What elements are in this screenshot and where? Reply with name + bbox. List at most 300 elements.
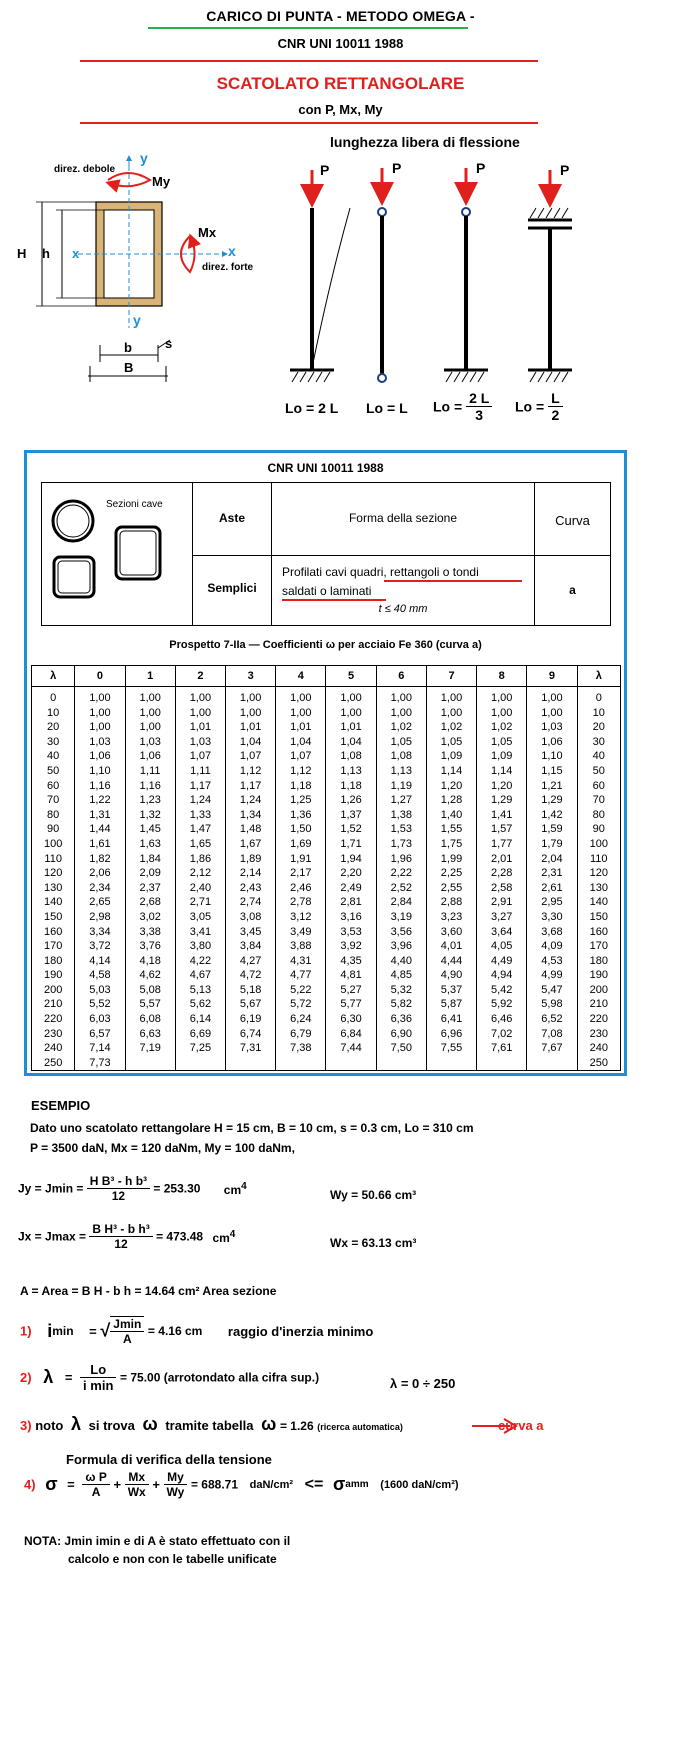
omega-row: [32, 866, 621, 881]
omega-cell: 3,88: [276, 939, 326, 954]
omega-cell: 5,47: [527, 983, 577, 998]
omega-cell: 4,27: [226, 954, 276, 969]
omega-header-cell: λ: [32, 666, 75, 687]
omega-cell: 1,23: [125, 793, 175, 808]
omega-cell: 2,95: [527, 895, 577, 910]
omega-cell: 2,88: [426, 895, 476, 910]
omega-cell: 2,74: [226, 895, 276, 910]
omega-cell: 1,07: [276, 749, 326, 764]
omega-cell: 1,50: [276, 822, 326, 837]
omega-cell: 7,55: [426, 1041, 476, 1056]
omega-cell: 6,08: [125, 1012, 175, 1027]
step-1: 1) imin = √ $\frac{Jmin}{A}$ = 4.16 cm raggio d'inerzia minimo: [20, 1317, 374, 1346]
omega-cell: 200: [32, 983, 75, 998]
formula-jy: Jy = Jmin = $\frac{\text{H B³ - h b³}}{12}$ = 253.30 $cm^4$: [18, 1174, 247, 1203]
omega-cell: 3,84: [226, 939, 276, 954]
prospetto-title: Prospetto 7-IIa — Coefficienti ω per acciaio Fe 360 (curva a): [169, 639, 482, 651]
col3-p-label: P: [476, 160, 486, 176]
omega-cell: 1,84: [125, 852, 175, 867]
omega-cell: 1,36: [276, 808, 326, 823]
omega-cell: 100: [32, 837, 75, 852]
label-mx: Mx: [198, 225, 217, 240]
omega-header-cell: 9: [527, 666, 577, 687]
label-my: My: [152, 174, 171, 189]
underline-red-1: [384, 580, 522, 582]
omega-cell: 180: [32, 954, 75, 969]
omega-cell: 1,09: [477, 749, 527, 764]
omega-cell: 1,00: [527, 687, 577, 706]
omega-cell: 2,61: [527, 881, 577, 896]
omega-cell: 1,17: [175, 779, 225, 794]
omega-cell: 1,24: [226, 793, 276, 808]
omega-cell: 230: [32, 1027, 75, 1042]
omega-cell: 5,62: [175, 997, 225, 1012]
omega-cell: 1,01: [175, 720, 225, 735]
omega-cell: 1,06: [75, 749, 125, 764]
omega-cell: 120: [577, 866, 620, 881]
omega-row: [32, 735, 621, 750]
omega-cell: 1,99: [426, 852, 476, 867]
omega-cell: 160: [32, 925, 75, 940]
omega-cell: 1,75: [426, 837, 476, 852]
omega-cell: 5,87: [426, 997, 476, 1012]
omega-cell: 1,05: [477, 735, 527, 750]
omega-cell: 1,59: [527, 822, 577, 837]
omega-cell: 2,25: [426, 866, 476, 881]
omega-cell: 2,52: [376, 881, 426, 896]
col2-p-label: P: [392, 160, 402, 176]
omega-cell: 3,30: [527, 910, 577, 925]
omega-cell: 1,20: [477, 779, 527, 794]
omega-cell: 3,72: [75, 939, 125, 954]
omega-cell: 7,08: [527, 1027, 577, 1042]
omega-header-cell: 6: [376, 666, 426, 687]
section-title: SCATOLATO RETTANGOLARE: [216, 74, 465, 93]
omega-row: [32, 968, 621, 983]
omega-cell: 2,31: [527, 866, 577, 881]
box-norm-title: CNR UNI 10011 1988: [267, 461, 384, 475]
omega-cell: 1,40: [426, 808, 476, 823]
omega-cell: 3,53: [326, 925, 376, 940]
omega-cell: 1,89: [226, 852, 276, 867]
omega-cell: 1,04: [276, 735, 326, 750]
omega-cell: 2,98: [75, 910, 125, 925]
omega-cell: 1,44: [75, 822, 125, 837]
omega-cell: 5,42: [477, 983, 527, 998]
omega-cell: 6,36: [376, 1012, 426, 1027]
omega-row: [32, 954, 621, 969]
omega-cell: 1,06: [527, 735, 577, 750]
omega-cell: 1,18: [276, 779, 326, 794]
omega-cell: 190: [32, 968, 75, 983]
omega-cell: 190: [577, 968, 620, 983]
omega-cell: 60: [577, 779, 620, 794]
omega-cell: 6,57: [75, 1027, 125, 1042]
omega-cell: 2,40: [175, 881, 225, 896]
omega-cell: 60: [32, 779, 75, 794]
omega-cell: 220: [577, 1012, 620, 1027]
omega-cell: 240: [32, 1041, 75, 1056]
omega-cell: 1,14: [426, 764, 476, 779]
omega-cell: 2,17: [276, 866, 326, 881]
omega-cell: 2,91: [477, 895, 527, 910]
omega-cell: 1,45: [125, 822, 175, 837]
omega-cell: 1,48: [226, 822, 276, 837]
omega-cell: 3,80: [175, 939, 225, 954]
omega-cell: 4,94: [477, 968, 527, 983]
omega-cell: 1,00: [125, 706, 175, 721]
omega-cell: 3,19: [376, 910, 426, 925]
omega-cell: 7,73: [75, 1056, 125, 1071]
omega-cell: 3,27: [477, 910, 527, 925]
omega-cell: 140: [577, 895, 620, 910]
omega-cell: 1,08: [376, 749, 426, 764]
omega-cell: 5,72: [276, 997, 326, 1012]
omega-cell: 70: [32, 793, 75, 808]
omega-cell: [527, 1056, 577, 1071]
omega-header-cell: 7: [426, 666, 476, 687]
omega-cell: 50: [577, 764, 620, 779]
omega-cell: 2,68: [125, 895, 175, 910]
omega-header-cell: 4: [276, 666, 326, 687]
col4-p-label: P: [560, 162, 570, 178]
omega-cell: 1,07: [226, 749, 276, 764]
omega-cell: 30: [32, 735, 75, 750]
omega-cell: 6,52: [527, 1012, 577, 1027]
omega-row: [32, 1056, 621, 1071]
omega-cell: 210: [577, 997, 620, 1012]
omega-cell: 1,10: [75, 764, 125, 779]
row-forma-2: saldati o laminati: [282, 584, 372, 598]
omega-cell: 1,73: [376, 837, 426, 852]
omega-cell: 1,38: [376, 808, 426, 823]
omega-table: [31, 665, 621, 1071]
omega-cell: 4,53: [527, 954, 577, 969]
omega-row: [32, 939, 621, 954]
row-forma-3: t ≤ 40 mm: [378, 603, 428, 615]
omega-cell: 4,05: [477, 939, 527, 954]
step-3: 3) noto λ si trova ω tramite tabella ω = 1.26 (ricerca automatica): [20, 1414, 403, 1434]
omega-cell: 110: [32, 852, 75, 867]
omega-cell: 1,08: [326, 749, 376, 764]
omega-cell: 1,00: [477, 687, 527, 706]
omega-cell: 6,84: [326, 1027, 376, 1042]
omega-cell: 6,19: [226, 1012, 276, 1027]
lo-col1: Lo = 2 L: [285, 400, 339, 416]
omega-cell: 1,12: [276, 764, 326, 779]
omega-cell: 1,00: [276, 706, 326, 721]
omega-cell: 2,06: [75, 866, 125, 881]
columns-diagram: [270, 160, 590, 400]
omega-cell: 150: [577, 910, 620, 925]
omega-cell: 1,13: [326, 764, 376, 779]
lo-col2: Lo = L: [366, 400, 408, 416]
omega-cell: 80: [32, 808, 75, 823]
omega-cell: 1,00: [175, 687, 225, 706]
label-H: H: [17, 246, 27, 261]
omega-cell: 1,00: [125, 687, 175, 706]
label-x-right: x: [228, 243, 236, 259]
omega-cell: 6,90: [376, 1027, 426, 1042]
omega-cell: 1,00: [75, 706, 125, 721]
omega-cell: [175, 1056, 225, 1071]
omega-cell: 6,41: [426, 1012, 476, 1027]
omega-row: [32, 837, 621, 852]
omega-cell: 1,00: [376, 706, 426, 721]
omega-row: [32, 852, 621, 867]
label-s: s: [165, 336, 173, 351]
omega-cell: 6,74: [226, 1027, 276, 1042]
omega-row: [32, 706, 621, 721]
omega-row: [32, 764, 621, 779]
omega-cell: 4,81: [326, 968, 376, 983]
omega-cell: 1,02: [376, 720, 426, 735]
example-heading: ESEMPIO: [31, 1098, 91, 1113]
area-line: A = Area = B H - b h = 14.64 cm² Area sezione: [20, 1284, 277, 1298]
omega-cell: 3,38: [125, 925, 175, 940]
lambda-range: λ = 0 ÷ 250: [390, 1376, 456, 1391]
omega-row: [32, 793, 621, 808]
omega-header-cell: 2: [175, 666, 225, 687]
omega-cell: 7,61: [477, 1041, 527, 1056]
hollow-sections-label: Sezioni cave: [106, 499, 163, 510]
omega-cell: 6,79: [276, 1027, 326, 1042]
omega-row: [32, 881, 621, 896]
omega-cell: 2,12: [175, 866, 225, 881]
omega-cell: 1,09: [426, 749, 476, 764]
omega-cell: 1,07: [175, 749, 225, 764]
omega-cell: 4,49: [477, 954, 527, 969]
omega-cell: 3,23: [426, 910, 476, 925]
omega-cell: 3,08: [226, 910, 276, 925]
omega-cell: 1,11: [125, 764, 175, 779]
omega-cell: 5,77: [326, 997, 376, 1012]
omega-cell: 1,63: [125, 837, 175, 852]
loads-subtitle: con P, Mx, My: [298, 102, 383, 117]
lo-col4: Lo = $\frac{L}{2}$: [515, 390, 563, 423]
omega-cell: 6,63: [125, 1027, 175, 1042]
omega-cell: 5,22: [276, 983, 326, 998]
omega-cell: 90: [32, 822, 75, 837]
omega-cell: 5,82: [376, 997, 426, 1012]
omega-cell: 4,40: [376, 954, 426, 969]
omega-cell: 3,60: [426, 925, 476, 940]
omega-cell: 1,00: [75, 687, 125, 706]
omega-cell: 6,24: [276, 1012, 326, 1027]
omega-cell: 1,05: [426, 735, 476, 750]
omega-cell: 170: [32, 939, 75, 954]
wx-value: Wx = 63.13 cm³: [330, 1236, 417, 1250]
omega-cell: 5,37: [426, 983, 476, 998]
omega-header-cell: 5: [326, 666, 376, 687]
omega-cell: 6,96: [426, 1027, 476, 1042]
omega-cell: 1,04: [326, 735, 376, 750]
omega-cell: 3,68: [527, 925, 577, 940]
omega-cell: 1,25: [276, 793, 326, 808]
omega-cell: 1,00: [226, 687, 276, 706]
omega-row: [32, 925, 621, 940]
omega-cell: 2,49: [326, 881, 376, 896]
omega-cell: 1,03: [75, 735, 125, 750]
col-aste: Aste: [218, 511, 245, 525]
col-forma: Forma della sezione: [348, 511, 458, 525]
omega-row: [32, 895, 621, 910]
omega-cell: 1,14: [477, 764, 527, 779]
wy-value: Wy = 50.66 cm³: [330, 1188, 417, 1202]
omega-cell: 1,77: [477, 837, 527, 852]
omega-cell: 7,50: [376, 1041, 426, 1056]
omega-cell: 250: [577, 1056, 620, 1071]
omega-cell: 5,18: [226, 983, 276, 998]
omega-cell: 3,96: [376, 939, 426, 954]
omega-cell: [477, 1056, 527, 1071]
omega-row: [32, 720, 621, 735]
omega-cell: 130: [32, 881, 75, 896]
omega-cell: 2,55: [426, 881, 476, 896]
omega-cell: 1,16: [125, 779, 175, 794]
omega-cell: 4,18: [125, 954, 175, 969]
omega-cell: 1,15: [527, 764, 577, 779]
omega-cell: 3,34: [75, 925, 125, 940]
label-y-top: y: [140, 150, 148, 166]
omega-cell: 1,29: [477, 793, 527, 808]
omega-cell: 3,16: [326, 910, 376, 925]
omega-cell: 1,05: [376, 735, 426, 750]
omega-cell: 1,00: [426, 706, 476, 721]
omega-cell: [226, 1056, 276, 1071]
omega-cell: 1,65: [175, 837, 225, 852]
example-line1: Dato uno scatolato rettangolare H = 15 cm, B = 10 cm, s = 0.3 cm, Lo = 310 cm: [30, 1121, 474, 1135]
omega-cell: 1,04: [226, 735, 276, 750]
omega-cell: 1,12: [226, 764, 276, 779]
omega-cell: 7,67: [527, 1041, 577, 1056]
omega-cell: 4,62: [125, 968, 175, 983]
red-divider-1: [80, 60, 538, 62]
omega-cell: 40: [32, 749, 75, 764]
omega-cell: [426, 1056, 476, 1071]
lo-col3: Lo = $\frac{2 L}{3}$: [433, 390, 492, 423]
green-divider: [148, 27, 468, 29]
row-curva: a: [569, 583, 576, 597]
row-aste: Semplici: [207, 581, 257, 595]
omega-cell: 3,05: [175, 910, 225, 925]
omega-cell: 1,31: [75, 808, 125, 823]
norm-title: CNR UNI 10011 1988: [277, 36, 404, 51]
omega-cell: 140: [32, 895, 75, 910]
omega-cell: 4,09: [527, 939, 577, 954]
omega-row: [32, 779, 621, 794]
omega-row: [32, 808, 621, 823]
omega-cell: 2,46: [276, 881, 326, 896]
omega-cell: 1,26: [326, 793, 376, 808]
page-title: CARICO DI PUNTA - METODO OMEGA -: [206, 8, 475, 24]
omega-cell: [376, 1056, 426, 1071]
omega-cell: 90: [577, 822, 620, 837]
omega-cell: 1,18: [326, 779, 376, 794]
omega-cell: 1,00: [426, 687, 476, 706]
omega-cell: 40: [577, 749, 620, 764]
omega-cell: 240: [577, 1041, 620, 1056]
omega-cell: 1,00: [326, 706, 376, 721]
omega-cell: 1,00: [527, 706, 577, 721]
omega-cell: 1,00: [477, 706, 527, 721]
omega-cell: 1,03: [527, 720, 577, 735]
omega-cell: 180: [577, 954, 620, 969]
omega-cell: 5,98: [527, 997, 577, 1012]
omega-cell: 1,01: [226, 720, 276, 735]
omega-cell: 1,00: [326, 687, 376, 706]
omega-cell: 1,27: [376, 793, 426, 808]
label-dir-strong: direz. forte: [202, 262, 254, 273]
omega-cell: 1,22: [75, 793, 125, 808]
omega-cell: 3,45: [226, 925, 276, 940]
nota-line2: calcolo e non con le tabelle unificate: [68, 1552, 277, 1566]
omega-cell: 1,34: [226, 808, 276, 823]
omega-cell: 4,58: [75, 968, 125, 983]
omega-cell: 2,43: [226, 881, 276, 896]
omega-cell: 7,14: [75, 1041, 125, 1056]
omega-cell: 70: [577, 793, 620, 808]
omega-cell: 3,12: [276, 910, 326, 925]
omega-cell: 2,78: [276, 895, 326, 910]
curve-result: curva a: [498, 1418, 544, 1433]
norm-table-box: [24, 450, 627, 1076]
omega-cell: 1,29: [527, 793, 577, 808]
omega-cell: 1,00: [125, 720, 175, 735]
formula-jx: Jx = Jmax = $\frac{\text{B H³ - b h³}}{12}$ = 473.48 $cm^4$: [18, 1222, 236, 1251]
omega-cell: 0: [577, 687, 620, 706]
omega-cell: 7,25: [175, 1041, 225, 1056]
label-y-bottom: y: [133, 312, 141, 328]
omega-header-cell: 3: [226, 666, 276, 687]
omega-cell: 4,77: [276, 968, 326, 983]
omega-cell: 7,31: [226, 1041, 276, 1056]
omega-cell: 5,52: [75, 997, 125, 1012]
omega-cell: 3,76: [125, 939, 175, 954]
omega-cell: 3,56: [376, 925, 426, 940]
omega-cell: 2,22: [376, 866, 426, 881]
step-2: 2) λ = $\frac{Lo}{\text{i min}}$ = 75.00 (arrotondato alla cifra sup.): [20, 1362, 320, 1393]
omega-cell: 1,01: [276, 720, 326, 735]
omega-cell: 130: [577, 881, 620, 896]
omega-cell: 4,01: [426, 939, 476, 954]
omega-cell: [326, 1056, 376, 1071]
omega-cell: 2,04: [527, 852, 577, 867]
omega-cell: 2,81: [326, 895, 376, 910]
omega-cell: 1,47: [175, 822, 225, 837]
omega-cell: 4,35: [326, 954, 376, 969]
col1-p-label: P: [320, 162, 330, 178]
omega-cell: 1,37: [326, 808, 376, 823]
omega-cell: 6,03: [75, 1012, 125, 1027]
omega-cell: 3,41: [175, 925, 225, 940]
omega-cell: 7,19: [125, 1041, 175, 1056]
label-B: B: [124, 360, 134, 375]
omega-cell: 1,19: [376, 779, 426, 794]
omega-cell: [276, 1056, 326, 1071]
example-line2: P = 3500 daN, Mx = 120 daNm, My = 100 daNm,: [30, 1141, 295, 1155]
omega-cell: 7,44: [326, 1041, 376, 1056]
omega-cell: 1,03: [175, 735, 225, 750]
omega-cell: 5,13: [175, 983, 225, 998]
omega-cell: 50: [32, 764, 75, 779]
omega-cell: 6,46: [477, 1012, 527, 1027]
step-4: 4) σ = $\frac{\text{ω P}}{A}$ + $\frac{Mx}{Wx}$ + $\frac{My}{Wy}$ = 688.71 daN/cm² <= σamm (1600 daN/cm²): [24, 1470, 459, 1499]
omega-cell: 3,64: [477, 925, 527, 940]
omega-cell: 20: [577, 720, 620, 735]
omega-cell: 230: [577, 1027, 620, 1042]
omega-row: [32, 749, 621, 764]
